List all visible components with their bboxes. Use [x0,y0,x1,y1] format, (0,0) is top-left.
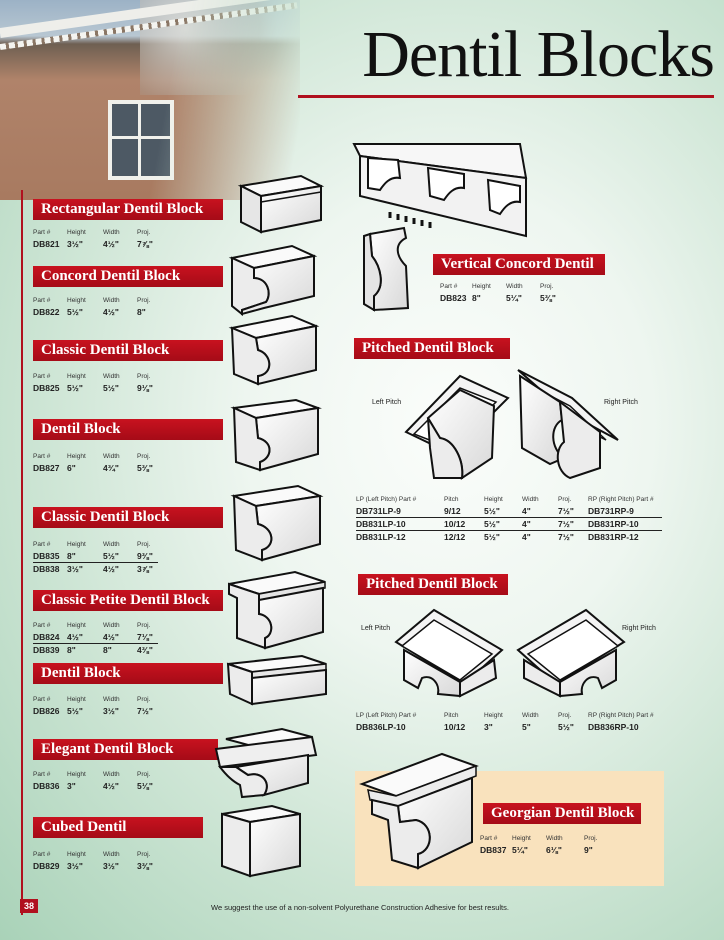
pitched-left-dentil-image [404,368,514,488]
product-title-elegant: Elegant Dentil Block [33,739,218,760]
spec-table-elegant: Part # Height Width Proj. DB836 3" 4½" 5⅛" [33,771,153,791]
left-pitch-label-2: Left Pitch [361,625,391,632]
title-rule [298,95,714,98]
spec-table-dentil-block: Part # Height Width Proj. DB827 6" 4¾" 5⅜" [33,453,153,473]
spec-table-classic-petite: Part # Height Width Proj. DB824 4½" 4½" 7⅛" DB839 8" 8" 4⅜" [33,622,158,656]
classic-petite-dentil-block-image [225,568,329,656]
product-title-classic-2: Classic Dentil Block [33,507,223,528]
product-title-pitched-1: Pitched Dentil Block [354,338,510,359]
product-title-vertical-concord: Vertical Concord Dentil [433,254,605,275]
product-title-dentil-block-2: Dentil Block [33,663,223,684]
header-house-photo [0,0,300,200]
right-pitch-label-2: Right Pitch [622,625,656,632]
spec-table-cubed: Part # Height Width Proj. DB829 3½" 3½" 3⅜" [33,851,153,871]
spec-table-georgian: Part # Height Width Proj. DB837 5¼" 6⅛" 9" [480,835,598,855]
concord-dentil-block-image [228,244,320,320]
rectangular-dentil-block-image [233,172,325,244]
product-title-classic: Classic Dentil Block [33,340,223,361]
classic-dentil-block-image [228,314,320,394]
page-title: Dentil Blocks [362,18,714,91]
page-number: 38 [20,899,38,913]
georgian-dentil-block-image [358,750,480,880]
spec-table-dentil-block-2: Part # Height Width Proj. DB826 5½" 3½" 7½" [33,696,153,716]
product-title-classic-petite: Classic Petite Dentil Block [33,590,223,611]
spec-table-pitched-1: LP (Left Pitch) Part # Pitch Height Width Proj. RP (Right Pitch) Part # DB731LP-9 9/12 5½" 4" 7½" DB731RP-9 DB831LP-10 10/12 5½" 4" 7½" DB831RP-10 DB831LP-12 12/12 5½" 4" 7½" DB831RP-12 [356,496,662,543]
pitched-right-dentil-small-image [514,598,626,698]
spec-table-classic-2: Part # Height Width Proj. DB835 8" 5½" 9⅜" DB838 3½" 4½" 3⅞" [33,541,158,575]
product-title-georgian: Georgian Dentil Block [483,803,641,824]
spec-table-classic: Part # Height Width Proj. DB825 5½" 5½" 9⅛" [33,373,153,393]
product-title-cubed: Cubed Dentil [33,817,203,838]
dentil-block-image [228,398,324,478]
product-title-dentil-block: Dentil Block [33,419,223,440]
left-pitch-label-1: Left Pitch [372,399,402,406]
pitched-right-dentil-image [510,368,620,488]
product-title-concord: Concord Dentil Block [33,266,223,287]
left-accent-rule [21,190,23,915]
adhesive-footnote: We suggest the use of a non-solvent Polyurethane Construction Adhesive for best results. [211,903,509,912]
right-pitch-label-1: Right Pitch [604,399,638,406]
classic-dentil-block-large-image [228,484,324,568]
spec-table-concord: Part # Height Width Proj. DB822 5½" 4½" 8" [33,297,151,317]
product-title-pitched-2: Pitched Dentil Block [358,574,508,595]
dentil-block-flat-image [224,654,332,710]
elegant-dentil-block-image [212,725,324,805]
product-title-rectangular: Rectangular Dentil Block [33,199,223,220]
spec-table-pitched-2: LP (Left Pitch) Part # Pitch Height Width Proj. RP (Right Pitch) Part # DB836LP-10 10/12 3" 5" 5½" DB836RP-10 [356,712,654,732]
pitched-left-dentil-small-image [394,598,506,698]
spec-table-rectangular: Part # Height Width Proj. DB821 3½" 4½" 7⅞" [33,229,153,249]
spec-table-vertical-concord: Part # Height Width Proj. DB823 8" 5¼" 5⅜" [440,283,556,303]
cubed-dentil-image [214,804,306,884]
